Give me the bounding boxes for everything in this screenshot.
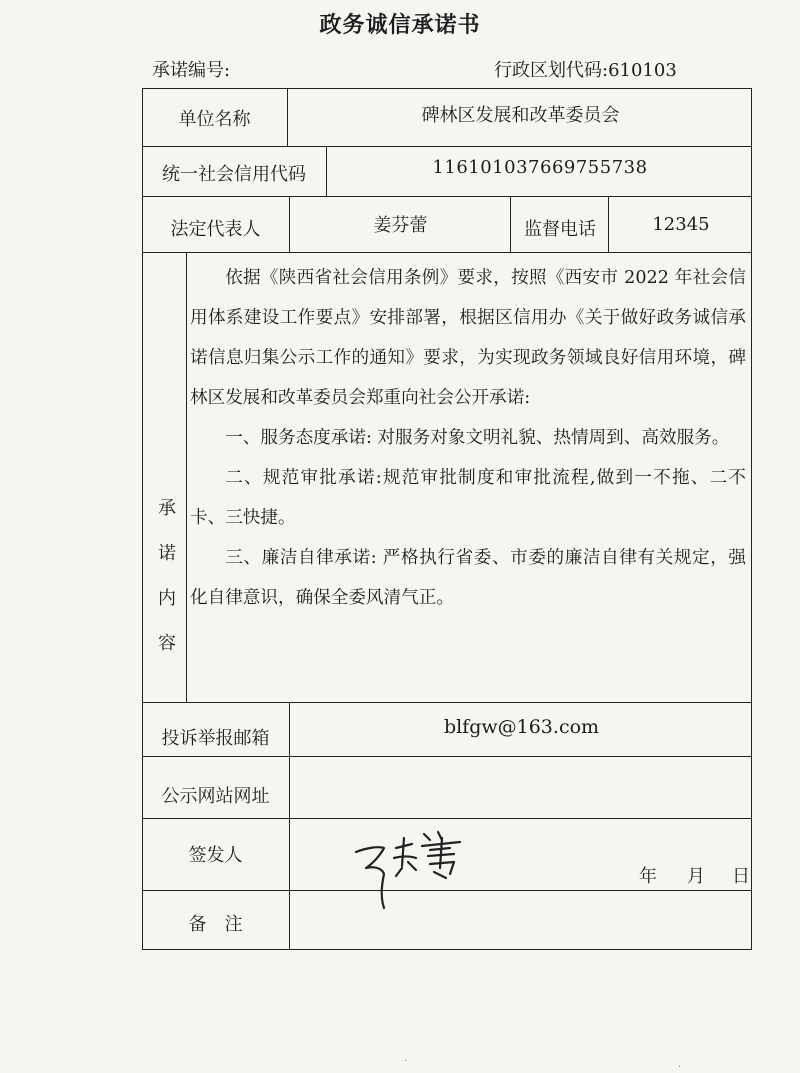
credit-code-value: 116101037669755738 — [432, 156, 648, 178]
content-paragraph: 一、服务态度承诺: 对服务对象文明礼貌、热情周到、高效服务。 — [225, 428, 730, 448]
column-divider — [287, 88, 288, 146]
column-divider — [326, 146, 327, 196]
content-paragraph: 二、规范审批承诺:规范审批制度和审批流程,做到一不拖、二不卡、三快捷。 — [190, 468, 746, 528]
unit-name-value: 碑林区发展和改革委员会 — [421, 105, 620, 126]
commitment-content — [190, 258, 746, 618]
scan-speck: · — [404, 1056, 408, 1067]
legal-rep-label: 法定代表人 — [170, 219, 261, 240]
website-label: 公示网站网址 — [161, 786, 270, 807]
credit-code-label: 统一社会信用代码 — [162, 164, 306, 185]
scan-speck: · — [678, 1062, 682, 1073]
column-divider — [510, 196, 511, 252]
remarks-label: 备 注 — [188, 914, 243, 935]
column-divider — [289, 196, 290, 252]
content-paragraph: 依据《陕西省社会信用条例》要求，按照《西安市 2022 年社会信用体系建设工作要点》安排部署，根据区信用办《关于做好政务诚信承诺信息归集公示工作的通知》要求，为实现政务领域良好信用环境，碑林区发展和改革委员会郑重向社会公开承诺: — [190, 268, 746, 408]
content-label — [146, 486, 188, 666]
date-year: 年 — [639, 866, 657, 887]
region-code-line — [494, 56, 677, 82]
column-divider — [608, 196, 609, 252]
unit-name-label: 单位名称 — [178, 109, 251, 130]
date-day: 日 — [732, 866, 750, 887]
content-label-char: 承 — [158, 498, 176, 519]
email-label: 投诉举报邮箱 — [161, 728, 270, 749]
commitment-no-label: 承诺编号: — [152, 60, 231, 81]
content-paragraph: 三、廉洁自律承诺: 严格执行省委、市委的廉洁自律有关规定，强化自律意识，确保全委风清气正。 — [190, 548, 746, 608]
website-value — [291, 756, 752, 818]
signer-label: 签发人 — [188, 845, 243, 866]
legal-rep-value: 姜芬蕾 — [373, 215, 428, 236]
content-label-char: 诺 — [158, 543, 176, 564]
date-month: 月 — [687, 866, 705, 887]
column-divider — [289, 702, 290, 950]
region-code-value: 610103 — [608, 60, 677, 81]
content-label-char: 内 — [158, 588, 176, 609]
email-value: blfgw@163.com — [443, 716, 600, 738]
region-code-label: 行政区划代码: — [494, 60, 609, 81]
remarks-value — [291, 890, 752, 950]
phone-value: 12345 — [652, 213, 710, 235]
phone-label: 监督电话 — [524, 219, 596, 240]
page-title: 政务诚信承诺书 — [319, 12, 481, 38]
content-label-char: 容 — [158, 633, 176, 654]
